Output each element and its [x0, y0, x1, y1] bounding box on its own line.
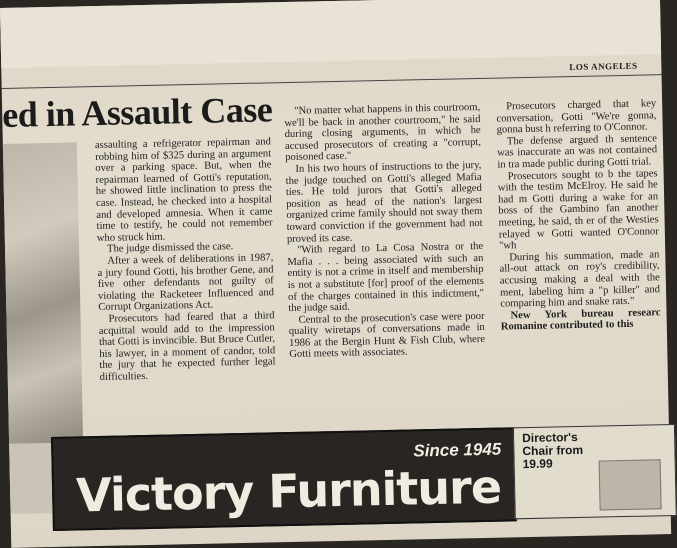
paragraph: Prosecutors sought to b the tapes with the testim McElroy. He said he had m Gotti during a wake for an boss of the Gambino fan another meeting, he said, th er of the Westies relayed w Gotti wanted O'Connor "wh [497, 167, 659, 252]
paragraph: Central to the prosecution's case were poor quality wiretaps of conversations made in 1986 at the Bergin Hunt & Fish Club, where Gotti meets with associates. [288, 310, 486, 361]
article-column-1 [95, 136, 276, 383]
article-photo [3, 142, 83, 443]
bureau-credit: New York bureau researc Romanine contributed to this [500, 306, 661, 333]
article-column-3 [496, 98, 661, 333]
headline: ed in Assault Case [1, 89, 273, 135]
page-top-margin [0, 0, 661, 68]
paragraph: In his two hours of instructions to the jury, the judge touched on Gotti's alleged Mafia ties. He told jurors that Gotti's alleged position as head of the nation's largest organized crime family should not sway them toward conviction if the government had not proved its case. [285, 159, 483, 245]
chair-illustration [599, 459, 662, 510]
paragraph: "No matter what happens in this courtroom, we'll be back in another courtroom," he said during closing arguments, in which he accused prosecutors of creating a "corrupt, poisoned case." [284, 101, 482, 164]
furniture-advertisement [51, 427, 517, 531]
chair-advertisement [513, 424, 677, 519]
paragraph: Prosecutors had feared that a third acquittal would add to the impression that Gotti is invincible. But Bruce Cutler, his lawyer, in a moment of candor, told the jury that he expected further legal difficulties. [98, 310, 276, 383]
paragraph: After a week of deliberations in 1987, a jury found Gotti, his brother Gene, and five other defendants not guilty of violating the Racketeer Influenced and Corrupt Organizations Act. [97, 252, 275, 314]
paragraph: The defense argued th sentence was inaccurate an was not contained in tra made public during Gotti trial. [497, 133, 658, 171]
chair-ad-title: Director's Chair from 19.99 [521, 429, 584, 472]
paragraph: assaulting a refrigerator repairman and robbing him of $325 during an argument over a parking space. But, when the repairman learned of Gotti's reputation, he showed little inclination to press the case. Instead, he checked into a hospital and developed amnesia. When it came time to testify, he could not remember who struck him. [94, 136, 273, 244]
ad-brand-name: Victory Furniture [75, 459, 502, 523]
article-column-2 [284, 102, 485, 361]
dateline: LOS ANGELES [569, 60, 638, 73]
ad-since-text: Since 1945 [413, 439, 502, 461]
paragraph: The judge dismissed the case. [106, 241, 234, 256]
paragraph: Prosecutors charged that key conversation, Gotti "We're gonna, gonna bust h referring to O'Connor. [496, 98, 657, 136]
header-rule [2, 74, 662, 89]
paragraph: During his summation, made an all-out attack on roy's credibility, accusing making a deal with the ment, labeling him a "p killer" and comparing him and snake rats." [499, 248, 661, 310]
paragraph: "With regard to La Cosa Nostra or the Mafia . . . being associated with such an entity is not a crime in itself and membership is not a substitute [for] proof of the elements of the charges contained in this indictment," the judge said. [287, 241, 485, 315]
